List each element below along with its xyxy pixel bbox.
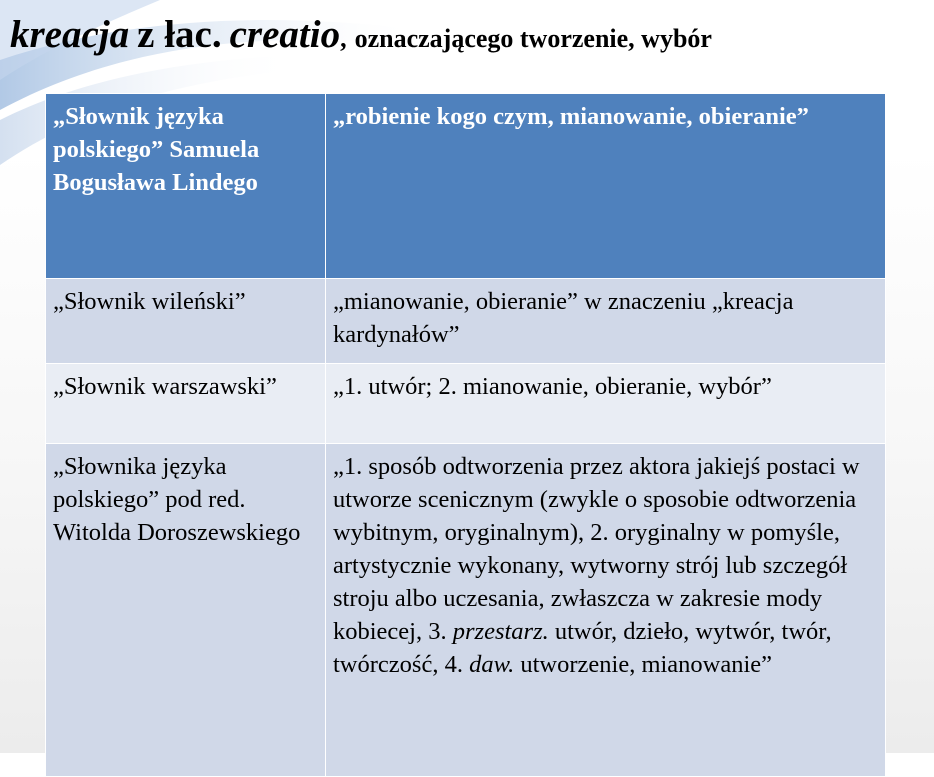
definition-cell: „1. utwór; 2. mianowanie, obieranie, wybór” <box>326 364 886 444</box>
source-cell: „Słownik warszawski” <box>46 364 326 444</box>
definition-cell: „robienie kogo czym, mianowanie, obieranie” <box>326 94 886 279</box>
table-row <box>46 279 886 364</box>
definition-text: utworzenie, mianowanie” <box>520 651 773 678</box>
source-cell: „Słownik wileński” <box>46 279 326 364</box>
definition-cell: „mianowanie, obieranie” w znaczeniu „kreacja kardynałów” <box>326 279 886 364</box>
qualifier-abbreviation: daw. <box>469 651 515 678</box>
table-row <box>46 364 886 444</box>
table-header-row <box>46 94 886 279</box>
dictionary-definitions-table <box>45 93 886 777</box>
title-description: oznaczającego tworzenie, wybór <box>354 24 712 53</box>
definition-cell <box>326 444 886 777</box>
source-cell: „Słownik języka polskiego” Samuela Bogusława Lindego <box>46 94 326 279</box>
title-latin-word: creatio <box>229 13 341 56</box>
slide-title <box>10 14 712 57</box>
title-comma: , <box>340 24 347 53</box>
definition-text: „1. sposób odtworzenia przez aktora jakiejś postaci w utworze scenicznym (zwykle o sposobie odtworzenia wybitnym, oryginalnym), 2. oryginalny w pomyśle, artystycznie wykonany, wytworny strój lub szczegół stroju albo uczesania, zwłaszcza w zakresie mody kobiecej, 3. <box>333 453 860 645</box>
source-cell: „Słownika języka polskiego” pod red. Witolda Doroszewskiego <box>46 444 326 777</box>
title-word: kreacja <box>10 13 130 56</box>
definition-text: utwór, dzieło, wytwór, twór, twórczość, 4. <box>333 618 832 678</box>
title-connector: z łac. <box>137 13 222 56</box>
table-row <box>46 444 886 777</box>
qualifier-abbreviation: przestarz. <box>452 618 549 645</box>
